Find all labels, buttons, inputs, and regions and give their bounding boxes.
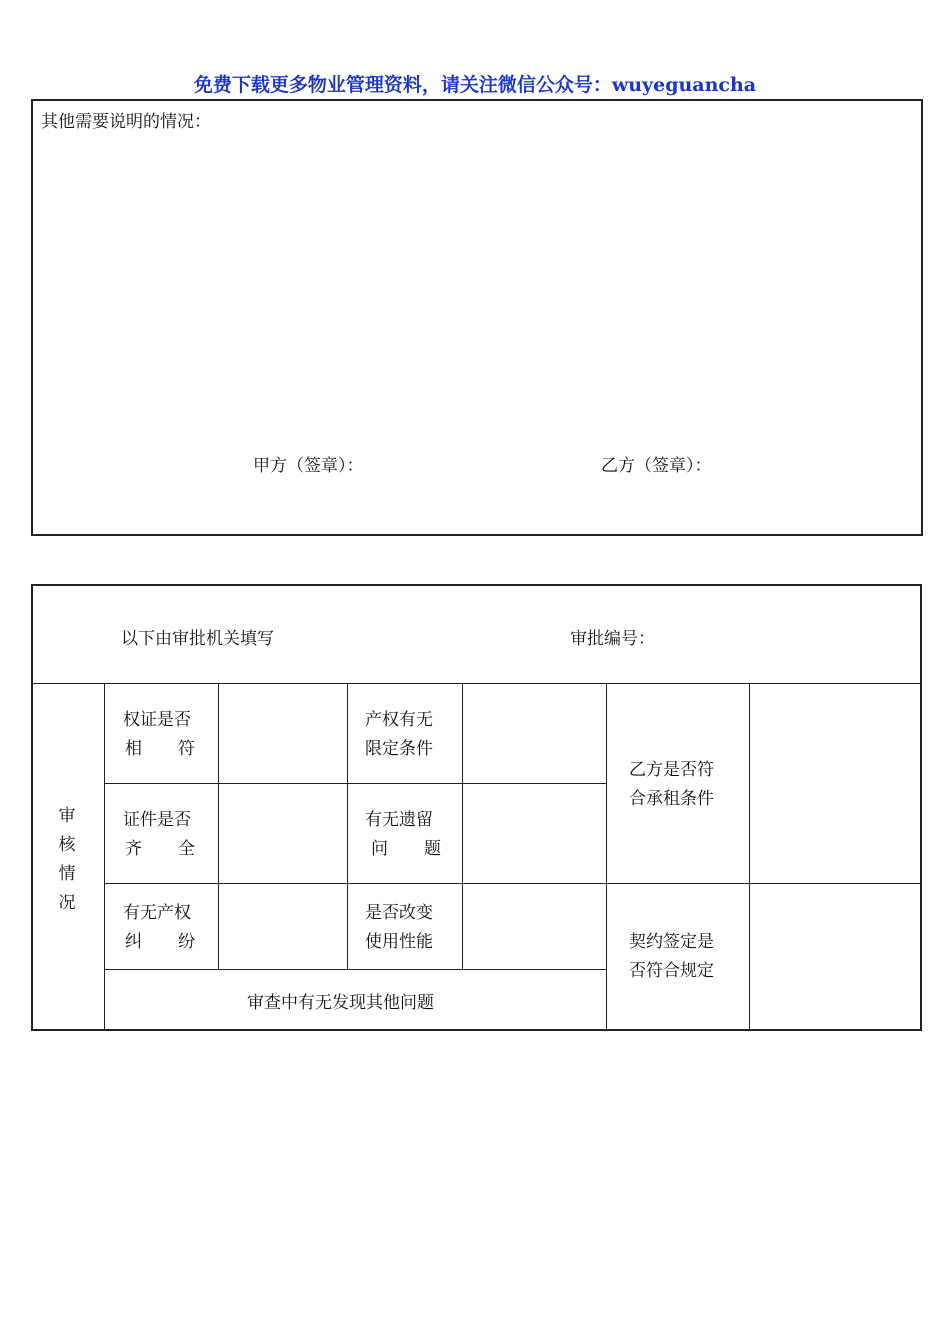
party-a-signature-label: 甲方（签章）： [253, 456, 364, 476]
docs-complete-label: 证件是否 [123, 810, 191, 830]
col-divider [749, 684, 750, 1031]
usage-change-label: 是否改变 使用性能 [365, 903, 433, 952]
property-restriction-label: 产权有无 限定条件 [365, 710, 433, 759]
table-border-bottom [31, 1029, 922, 1031]
approval-number-label: 审批编号： [570, 629, 655, 649]
table-border-left [31, 584, 33, 1031]
docs-complete-label-line2: 齐全 [125, 839, 195, 859]
table-border-right [920, 584, 922, 1031]
cert-match-label: 权证是否 [123, 710, 191, 730]
property-dispute-label-line2: 纠纷 [125, 932, 195, 952]
tenant-qualification-label: 乙方是否符 合承租条件 [629, 760, 714, 809]
approval-table [31, 584, 922, 1031]
other-notes-label: 其他需要说明的情况： [41, 112, 211, 132]
cert-match-label-line2: 相符 [125, 739, 195, 759]
row-divider [104, 783, 607, 784]
approval-heading: 以下由审批机关填写 [121, 629, 274, 649]
download-banner: 免费下载更多物业管理资料，请关注微信公众号：wuyeguancha [193, 74, 757, 96]
property-dispute-label: 有无产权 [123, 903, 191, 923]
outstanding-issues-label-line2: 问题 [371, 839, 441, 859]
other-issues-label: 审查中有无发现其他问题 [247, 993, 434, 1013]
table-border-top [31, 584, 922, 586]
col-divider [218, 684, 219, 969]
contract-compliance-label: 契约签定是 否符合规定 [629, 932, 714, 981]
other-notes-box [31, 99, 923, 536]
header-divider [31, 683, 922, 684]
col-divider [347, 684, 348, 969]
row-divider [104, 969, 607, 970]
col-divider [104, 684, 105, 1031]
review-status-label: 审 核 情 况 [58, 806, 76, 913]
row-divider [104, 883, 922, 884]
col-divider [462, 684, 463, 969]
col-divider [606, 684, 607, 1031]
party-b-signature-label: 乙方（签章）： [601, 456, 712, 476]
outstanding-issues-label: 有无遗留 [365, 810, 433, 830]
